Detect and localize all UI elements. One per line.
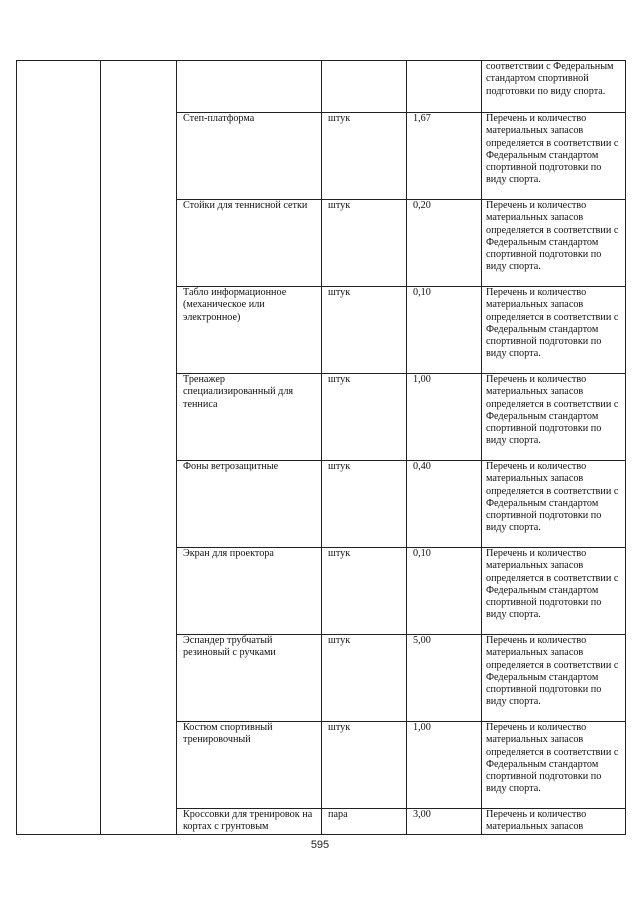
item-quantity: 3,00 (407, 809, 482, 835)
merged-cell-col1 (17, 61, 101, 835)
item-unit: штук (322, 287, 407, 374)
item-note: соответствии с Федеральным стандартом спортивной подготовки по виду спорта. (482, 61, 626, 113)
page-number: 595 (310, 839, 330, 851)
item-note: Перечень и количество материальных запасов определяется в соответствии с Федеральным стандартом спортивной подготовки по виду спорта. (482, 461, 626, 548)
item-quantity (407, 61, 482, 113)
item-unit: штук (322, 374, 407, 461)
item-note: Перечень и количество материальных запасов определяется в соответствии с Федеральным стандартом спортивной подготовки по виду спорта. (482, 287, 626, 374)
item-name: Табло информационное (механическое или электронное) (177, 287, 322, 374)
item-quantity: 0,40 (407, 461, 482, 548)
item-unit: пара (322, 809, 407, 835)
item-unit: штук (322, 548, 407, 635)
item-unit (322, 61, 407, 113)
item-note: Перечень и количество материальных запасов определяется в соответствии с Федеральным стандартом спортивной подготовки по виду спорта. (482, 722, 626, 809)
item-quantity: 0,20 (407, 200, 482, 287)
merged-cell-col2 (101, 61, 177, 835)
item-note: Перечень и количество материальных запасов определяется в соответствии с Федеральным стандартом спортивной подготовки по виду спорта. (482, 635, 626, 722)
item-quantity: 0,10 (407, 287, 482, 374)
equipment-table (16, 60, 626, 835)
item-note: Перечень и количество материальных запасов определяется в соответствии с Федеральным стандартом спортивной подготовки по виду спорта. (482, 548, 626, 635)
item-quantity: 1,00 (407, 722, 482, 809)
item-name: Стойки для теннисной сетки (177, 200, 322, 287)
item-note: Перечень и количество материальных запасов (482, 809, 626, 835)
item-name (177, 61, 322, 113)
item-note: Перечень и количество материальных запасов определяется в соответствии с Федеральным стандартом спортивной подготовки по виду спорта. (482, 374, 626, 461)
item-name: Экран для проектора (177, 548, 322, 635)
item-quantity: 0,10 (407, 548, 482, 635)
item-quantity: 1,00 (407, 374, 482, 461)
item-unit: штук (322, 461, 407, 548)
item-name: Эспандер трубчатый резиновый с ручками (177, 635, 322, 722)
item-unit: штук (322, 113, 407, 200)
item-quantity: 5,00 (407, 635, 482, 722)
item-quantity: 1,67 (407, 113, 482, 200)
table-row (17, 61, 626, 113)
item-note: Перечень и количество материальных запасов определяется в соответствии с Федеральным стандартом спортивной подготовки по виду спорта. (482, 113, 626, 200)
item-name: Фоны ветрозащитные (177, 461, 322, 548)
item-name: Костюм спортивный тренировочный (177, 722, 322, 809)
item-name: Тренажер специализированный для тенниса (177, 374, 322, 461)
item-name: Кроссовки для тренировок на кортах с грунтовым (177, 809, 322, 835)
item-name: Степ-платформа (177, 113, 322, 200)
item-unit: штук (322, 635, 407, 722)
item-note: Перечень и количество материальных запасов определяется в соответствии с Федеральным стандартом спортивной подготовки по виду спорта. (482, 200, 626, 287)
item-unit: штук (322, 200, 407, 287)
item-unit: штук (322, 722, 407, 809)
